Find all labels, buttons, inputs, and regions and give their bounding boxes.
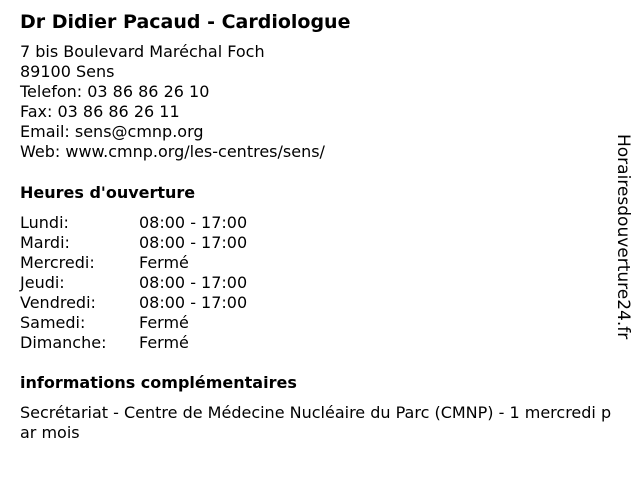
hours-time: 08:00 - 17:00 xyxy=(139,293,248,312)
hours-row xyxy=(20,313,620,333)
website-address: Web: www.cmnp.org/les-centres/sens/ xyxy=(20,142,325,161)
hours-time: 08:00 - 17:00 xyxy=(139,273,248,292)
additional-info-heading: informations complémentaires xyxy=(20,373,297,392)
hours-time: Fermé xyxy=(139,253,189,272)
practice-card xyxy=(20,10,620,443)
additional-info-text: Secrétariat - Centre de Médecine Nucléaire du Parc (CMNP) - 1 mercredi par mois xyxy=(20,403,612,442)
phone-number: Telefon: 03 86 86 26 10 xyxy=(20,82,210,101)
opening-hours-heading: Heures d'ouverture xyxy=(20,183,196,202)
hours-day: Samedi: xyxy=(20,313,86,332)
hours-day: Dimanche: xyxy=(20,333,107,352)
practice-title: Dr Didier Pacaud - Cardiologue xyxy=(20,11,351,33)
contact-block xyxy=(20,42,620,162)
hours-time: Fermé xyxy=(139,313,189,332)
hours-day: Mercredi: xyxy=(20,253,95,272)
hours-time: 08:00 - 17:00 xyxy=(139,213,248,232)
hours-row xyxy=(20,333,620,353)
fax-number: Fax: 03 86 86 26 11 xyxy=(20,102,180,121)
hours-row xyxy=(20,233,620,253)
hours-time: 08:00 - 17:00 xyxy=(139,233,248,252)
opening-hours-table xyxy=(20,213,620,353)
hours-row xyxy=(20,213,620,233)
site-watermark: Horairesdouverture24.fr xyxy=(613,134,633,340)
email-address: Email: sens@cmnp.org xyxy=(20,122,204,141)
hours-row xyxy=(20,253,620,273)
hours-time: Fermé xyxy=(139,333,189,352)
hours-day: Vendredi: xyxy=(20,293,96,312)
hours-row xyxy=(20,273,620,293)
hours-row xyxy=(20,293,620,313)
hours-day: Mardi: xyxy=(20,233,70,252)
hours-day: Jeudi: xyxy=(20,273,65,292)
city-postcode: 89100 Sens xyxy=(20,62,115,81)
hours-day: Lundi: xyxy=(20,213,69,232)
street-address: 7 bis Boulevard Maréchal Foch xyxy=(20,42,265,61)
